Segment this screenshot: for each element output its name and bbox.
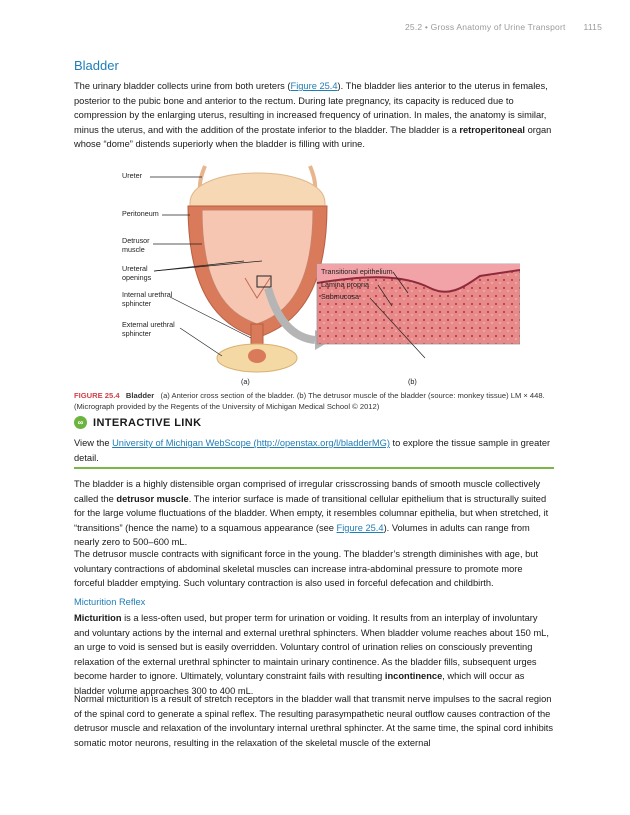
mic-text-2: , which will occur as bladder volume approaches 300 to 400 mL. (74, 671, 525, 696)
il-text-1: View the (74, 438, 113, 448)
det-text-1: The bladder is a highly distensible organ comprised of irregular crisscrossing bands of smooth muscle collectively called the (74, 479, 541, 504)
label-ureter: Ureter (122, 171, 142, 180)
label-submucosa: Submucosa (321, 292, 359, 301)
panel-a-label: (a) (241, 377, 250, 386)
page-number: 1115 (583, 22, 602, 32)
caption-label: FIGURE 25.4 (74, 391, 120, 400)
term-micturition: Micturition (74, 613, 122, 623)
section-title: Bladder (74, 58, 119, 73)
det-text-3: ). Volumes in adults can range from nearly zero to 500–600 mL. (74, 522, 530, 548)
label-lamina-propria: Lamina propria (321, 280, 369, 289)
label-peritoneum: Peritoneum (122, 209, 159, 218)
running-head-section: 25.2 • Gross Anatomy of Urine Transport (405, 22, 566, 32)
intro-text-2: ). The bladder lies anterior to the uterus in females, posterior to the pubic bone and anterior to the rectum. During late pregnancy, its capacity is reduced due to compression by the enlarging uterus, resulting in increased frequency of urination. In males, the anatomy is similar, minus the uterus, and with the addition of the prostate inferior to the bladder. The bladder is a (74, 81, 548, 135)
intro-text-1: The urinary bladder collects urine from both ureters ( (74, 81, 291, 91)
divider-rule (74, 467, 554, 469)
interactive-link-text (74, 436, 554, 465)
bladder-illustration (110, 158, 520, 390)
panel-b-label: (b) (408, 377, 417, 386)
caption-title: Bladder (125, 391, 155, 400)
figure-link[interactable]: Figure 25.4 (290, 81, 338, 91)
figure-caption (74, 391, 554, 412)
interactive-link-title: INTERACTIVE LINK (93, 416, 202, 429)
interactive-link-heading (74, 416, 201, 429)
term-retroperitoneal: retroperitoneal (459, 124, 525, 135)
caption-text: (a) Anterior cross section of the bladder. (b) The detrusor muscle of the bladder (source: monkey tissue) LM × 448. (Micrograph provided by the Regents of the University of Michigan Medical School © 2012) (74, 391, 545, 411)
micturition-paragraph (74, 611, 554, 699)
subsection-title: Micturition Reflex (74, 597, 146, 607)
il-text-2: to explore the tissue sample in greater detail. (74, 438, 551, 463)
figure-bladder (110, 158, 520, 390)
term-incontinence: incontinence (384, 671, 443, 682)
term-detrusor-muscle: detrusor muscle (116, 493, 189, 504)
detrusor-paragraph (74, 477, 554, 550)
label-internal-sphincter: Internal urethral sphincter (122, 290, 173, 308)
mic-text-1: is a less-often used, but proper term for urination or voiding. It results from an interplay of involuntary and voluntary actions by the internal and external urethral sphincters. When bladder volume reaches about 150 mL, an urge to void is sensed but is easily overridden. Voluntary control of urination relies on consciously preventing relaxation of the external urethral sphincter to maintain urinary continence. As the bladder fills, subsequent urges become harder to ignore. Ultimately, voluntary constraint fails with resulting (74, 613, 549, 682)
normal-micturition-paragraph: Normal micturition is a result of stretch receptors in the bladder wall that transmit nerve impulses to the sacral region of the spinal cord to generate a spinal reflex. The resulting parasympathetic neural outflow causes contraction of the detrusor muscle and relaxation of the involuntary internal urethral sphincter. At the same time, the spinal cord inhibits somatic motor neurons, resulting in the relaxation of the skeletal muscle of the external (74, 694, 554, 748)
link-icon: ∞ (74, 416, 87, 429)
contract-paragraph: The detrusor muscle contracts with significant force in the young. The bladder’s strength diminishes with age, but voluntary contractions of abdominal skeletal muscles can increase intra-abdominal pressure to promote more forceful bladder emptying. Such voluntary contraction is also used in forceful defecation and childbirth. (74, 549, 539, 589)
label-external-sphincter: External urethral sphincter (122, 320, 175, 338)
label-transitional-epithelium: Transitional epithelium (321, 267, 393, 276)
intro-text-3: organ whose “dome” distends superiorly when the bladder is filling with urine. (74, 124, 552, 150)
webscope-link[interactable]: University of Michigan WebScope (http://openstax.org/l/bladderMG) (112, 438, 390, 448)
label-detrusor: Detrusor muscle (122, 236, 150, 254)
det-text-2: . The interior surface is made of transitional cellular epithelium that is structurally suited for the large volume fluctuations of the bladder. When empty, it resembles columnar epithelia, but when stretched, it “transitions” (hence the name) to a squamous appearance (see (74, 493, 549, 533)
figure-link-2[interactable]: Figure 25.4 (336, 522, 384, 533)
label-ureteral-openings: Ureteral openings (122, 264, 152, 282)
running-head (405, 22, 602, 32)
intro-paragraph (74, 79, 554, 152)
